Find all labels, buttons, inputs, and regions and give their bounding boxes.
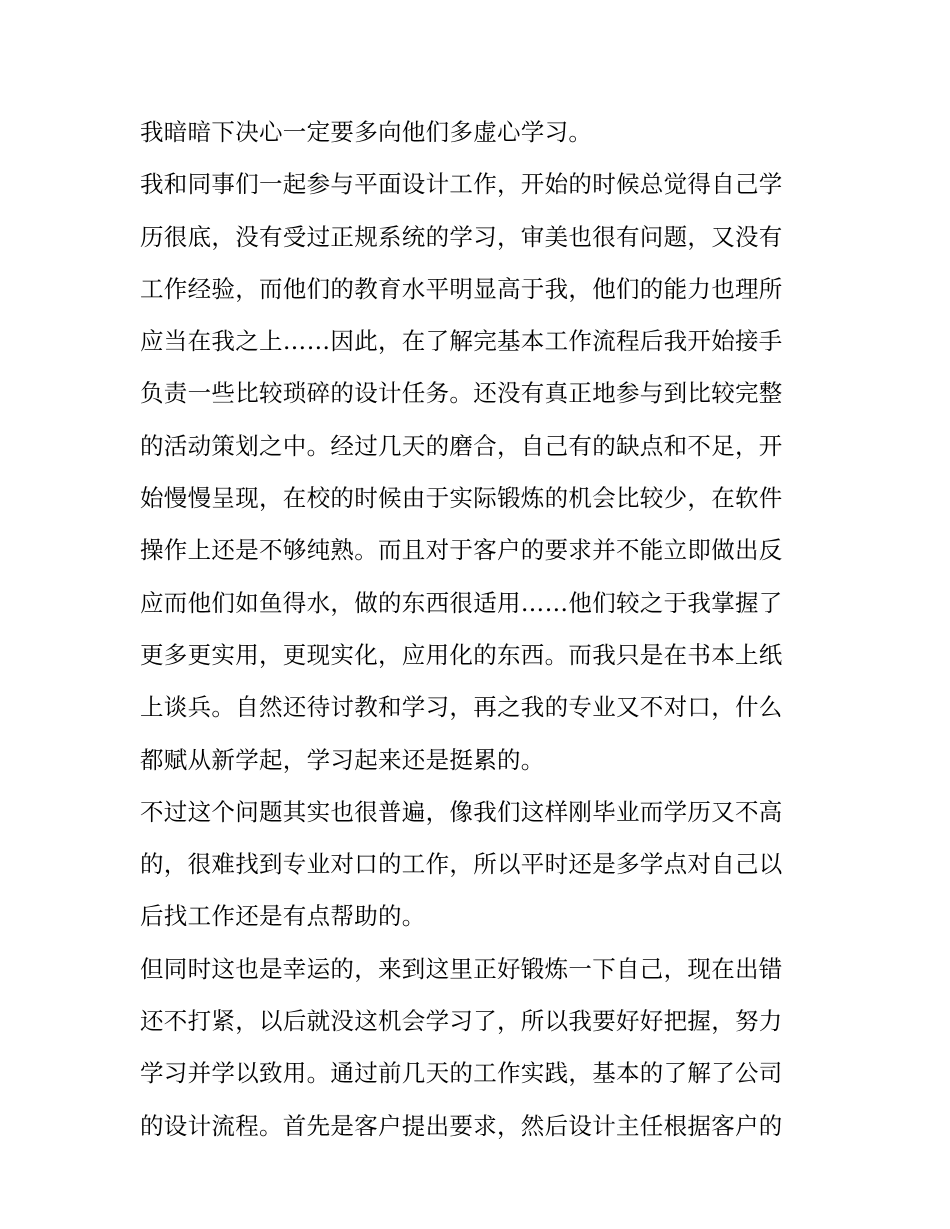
text-line: 应当在我之上……因此，在了解完基本工作流程后我开始接手	[140, 327, 783, 356]
text-line: 操作上还是不够纯熟。而且对于客户的要求并不能立即做出反	[140, 536, 783, 565]
text-line: 但同时这也是幸运的，来到这里正好锻炼一下自己，现在出错	[140, 954, 783, 983]
text-line: 的设计流程。首先是客户提出要求，然后设计主任根据客户的	[140, 1111, 783, 1140]
text-line: 都赋从新学起，学习起来还是挺累的。	[140, 745, 545, 774]
text-line: 历很底，没有受过正规系统的学习，审美也很有问题，又没有	[140, 222, 783, 251]
text-line: 始慢慢呈现，在校的时候由于实际锻炼的机会比较少，在软件	[140, 484, 783, 513]
text-line: 我暗暗下决心一定要多向他们多虚心学习。	[140, 118, 593, 146]
text-line: 更多更实用，更现实化，应用化的东西。而我只是在书本上纸	[140, 640, 783, 669]
text-line: 的活动策划之中。经过几天的磨合，自己有的缺点和不足，开	[140, 431, 783, 460]
text-line: 我和同事们一起参与平面设计工作，开始的时候总觉得自己学	[140, 170, 783, 199]
document-body	[140, 106, 820, 1152]
text-line: 负责一些比较琐碎的设计任务。还没有真正地参与到比较完整	[140, 379, 783, 408]
text-line: 工作经验，而他们的教育水平明显高于我，他们的能力也理所	[140, 274, 783, 303]
text-line: 后找工作还是有点帮助的。	[140, 902, 426, 931]
text-line: 的，很难找到专业对口的工作，所以平时还是多学点对自己以	[140, 850, 783, 879]
text-line: 还不打紧，以后就没这机会学习了，所以我要好好把握，努力	[140, 1007, 783, 1036]
text-line: 学习并学以致用。通过前几天的工作实践，基本的了解了公司	[140, 1059, 783, 1088]
text-line: 上谈兵。自然还待讨教和学习，再之我的专业又不对口，什么	[140, 693, 783, 722]
text-line: 不过这个问题其实也很普遍，像我们这样刚毕业而学历又不高	[140, 797, 783, 826]
text-line: 应而他们如鱼得水，做的东西很适用……他们较之于我掌握了	[140, 588, 783, 617]
